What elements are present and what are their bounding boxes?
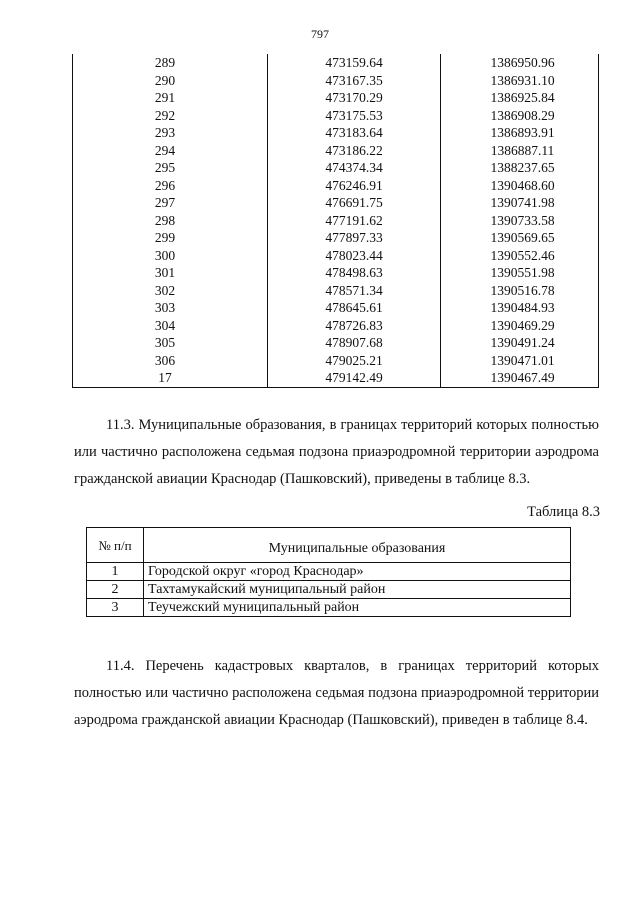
coordinate-x: 478645.61 <box>268 299 441 317</box>
point-number: 294 <box>73 142 268 160</box>
coordinate-y: 1388237.65 <box>441 159 599 177</box>
point-number: 299 <box>73 229 268 247</box>
table-row <box>73 229 599 247</box>
row-number: 1 <box>87 563 144 581</box>
paragraph-11-3: 11.3. Муниципальные образования, в границах территорий которых полностью или частично расположена седьмая подзона приаэродромной территории аэродрома гражданской авиации Краснодар (Пашковский), приведены в таблице 8.3. <box>74 416 599 487</box>
table-row <box>87 599 571 617</box>
table-row <box>73 334 599 352</box>
table-row <box>73 317 599 335</box>
row-municipality: Теучежский муниципальный район <box>144 599 571 617</box>
coordinate-y: 1386893.91 <box>441 124 599 142</box>
table-row <box>73 299 599 317</box>
coordinate-x: 478498.63 <box>268 264 441 282</box>
coordinate-y: 1390471.01 <box>441 352 599 370</box>
coordinate-y: 1390733.58 <box>441 212 599 230</box>
row-municipality: Городской округ «город Краснодар» <box>144 563 571 581</box>
point-number: 296 <box>73 177 268 195</box>
coordinates-table <box>72 54 599 388</box>
table-row <box>73 159 599 177</box>
coordinate-x: 478023.44 <box>268 247 441 265</box>
point-number: 291 <box>73 89 268 107</box>
point-number: 295 <box>73 159 268 177</box>
point-number: 306 <box>73 352 268 370</box>
coordinate-y: 1390569.65 <box>441 229 599 247</box>
coordinate-x: 476246.91 <box>268 177 441 195</box>
point-number: 298 <box>73 212 268 230</box>
table-row <box>73 369 599 387</box>
coordinate-y: 1390516.78 <box>441 282 599 300</box>
coordinate-x: 478726.83 <box>268 317 441 335</box>
coordinate-y: 1390491.24 <box>441 334 599 352</box>
coordinate-x: 479025.21 <box>268 352 441 370</box>
row-number: 2 <box>87 581 144 599</box>
coordinate-x: 477897.33 <box>268 229 441 247</box>
coordinate-y: 1390484.93 <box>441 299 599 317</box>
coordinate-x: 473159.64 <box>268 54 441 72</box>
table-row <box>87 563 571 581</box>
point-number: 290 <box>73 72 268 90</box>
point-number: 300 <box>73 247 268 265</box>
point-number: 289 <box>73 54 268 72</box>
coordinate-y: 1390551.98 <box>441 264 599 282</box>
point-number: 293 <box>73 124 268 142</box>
header-number: № п/п <box>87 528 144 563</box>
coordinate-y: 1386887.11 <box>441 142 599 160</box>
point-number: 292 <box>73 107 268 125</box>
table-row <box>73 264 599 282</box>
table-row <box>73 352 599 370</box>
coordinate-y: 1390552.46 <box>441 247 599 265</box>
table-row <box>73 54 599 72</box>
coordinate-y: 1386931.10 <box>441 72 599 90</box>
table-row <box>73 177 599 195</box>
coordinate-y: 1386925.84 <box>441 89 599 107</box>
coordinate-y: 1390467.49 <box>441 369 599 387</box>
coordinate-x: 477191.62 <box>268 212 441 230</box>
coordinate-x: 479142.49 <box>268 369 441 387</box>
table-row <box>73 194 599 212</box>
table-row <box>87 581 571 599</box>
table-row <box>73 107 599 125</box>
paragraph-11-4: 11.4. Перечень кадастровых кварталов, в границах территорий которых полностью или частично расположена седьмая подзона приаэродромной территории аэродрома гражданской авиации Краснодар (Пашковский), приведен в таблице 8.4. <box>74 657 599 728</box>
coordinate-x: 473170.29 <box>268 89 441 107</box>
coordinate-x: 473186.22 <box>268 142 441 160</box>
table-row <box>73 212 599 230</box>
coordinate-x: 473183.64 <box>268 124 441 142</box>
point-number: 302 <box>73 282 268 300</box>
table-8-3-caption: Таблица 8.3 <box>527 504 600 520</box>
point-number: 304 <box>73 317 268 335</box>
table-row <box>73 72 599 90</box>
coordinate-x: 473175.53 <box>268 107 441 125</box>
coordinate-x: 473167.35 <box>268 72 441 90</box>
table-row <box>73 247 599 265</box>
point-number: 301 <box>73 264 268 282</box>
point-number: 303 <box>73 299 268 317</box>
table-row <box>73 124 599 142</box>
coordinate-x: 476691.75 <box>268 194 441 212</box>
coordinate-x: 478571.34 <box>268 282 441 300</box>
point-number: 17 <box>73 369 268 387</box>
coordinate-y: 1386950.96 <box>441 54 599 72</box>
coordinate-y: 1390741.98 <box>441 194 599 212</box>
coordinate-y: 1386908.29 <box>441 107 599 125</box>
point-number: 305 <box>73 334 268 352</box>
coordinate-y: 1390468.60 <box>441 177 599 195</box>
row-municipality: Тахтамукайский муниципальный район <box>144 581 571 599</box>
row-number: 3 <box>87 599 144 617</box>
coordinate-x: 474374.34 <box>268 159 441 177</box>
header-municipalities: Муниципальные образования <box>144 528 571 563</box>
table-row <box>73 89 599 107</box>
point-number: 297 <box>73 194 268 212</box>
table-row <box>73 282 599 300</box>
coordinate-x: 478907.68 <box>268 334 441 352</box>
municipalities-table <box>86 527 571 617</box>
table-row <box>73 142 599 160</box>
coordinate-y: 1390469.29 <box>441 317 599 335</box>
page-number: 797 <box>311 27 329 41</box>
